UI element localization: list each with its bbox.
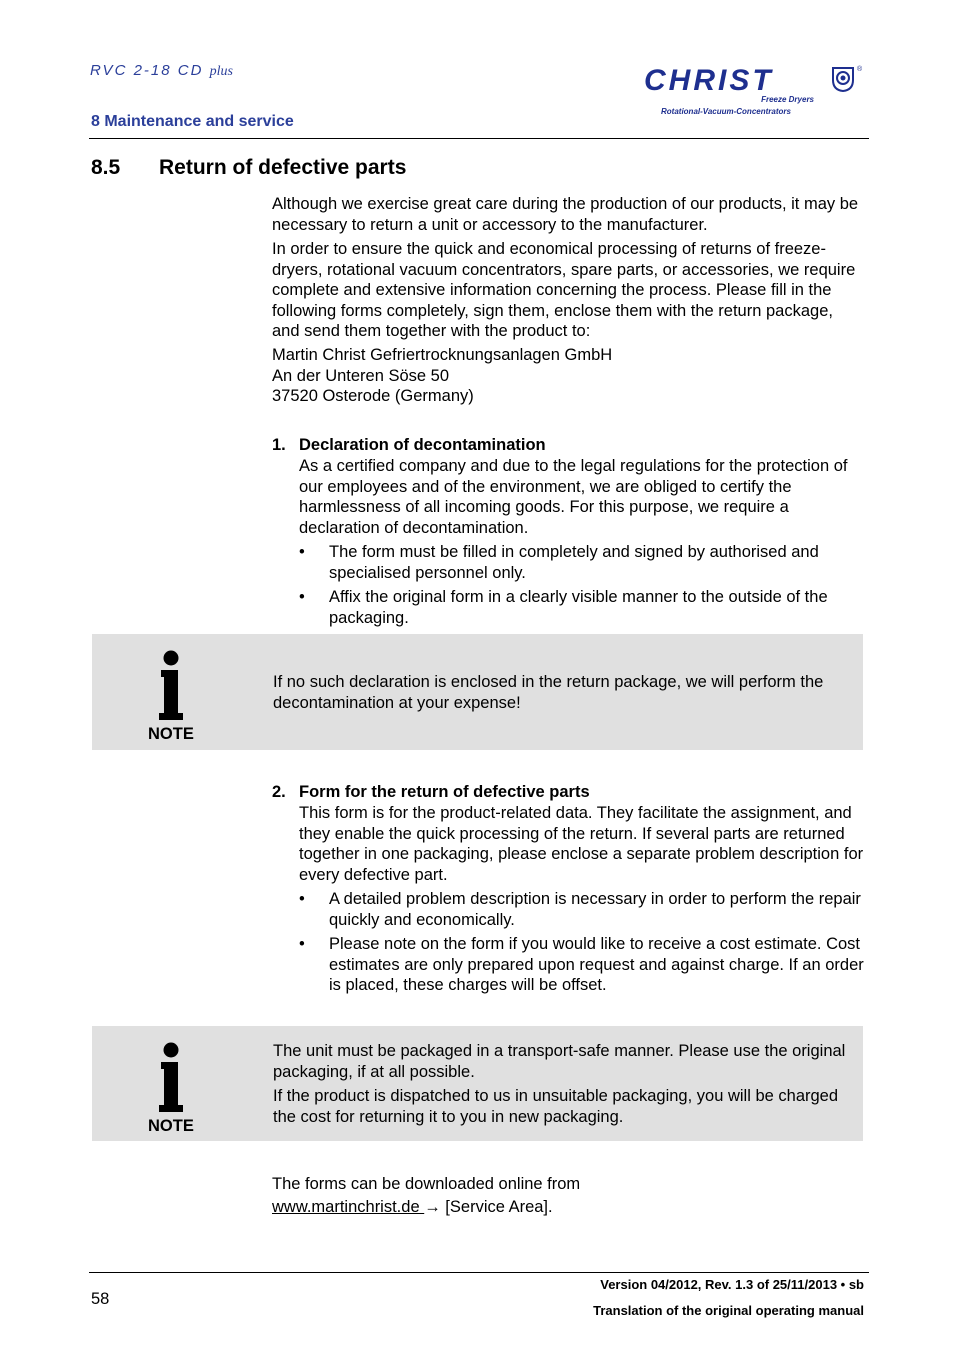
service-area-text: [Service Area]. [440, 1197, 553, 1216]
info-i-glyph [132, 1042, 210, 1114]
info-i-icon [132, 1042, 210, 1119]
download-info [272, 1174, 864, 1217]
list-item [299, 889, 864, 930]
note-label: NOTE [148, 725, 194, 743]
bullet-text: Affix the original form in a clearly visible manner to the outside of the packaging. [329, 588, 828, 627]
bullet-icon: • [299, 890, 305, 908]
list-item [299, 542, 864, 583]
address-line: 37520 Osterode (Germany) [272, 387, 474, 405]
section-number: 8.5 [91, 156, 121, 179]
christ-logo [640, 62, 868, 120]
model-text: RVC 2-18 CD [90, 62, 204, 79]
bullet-icon: • [299, 935, 305, 953]
download-line [272, 1197, 864, 1218]
list-item [299, 934, 864, 996]
christ-swirl-icon [830, 66, 856, 92]
bullet-icon: • [299, 543, 305, 561]
address-line: An der Unteren Söse 50 [272, 366, 450, 385]
arrow-right-icon: → [424, 1197, 441, 1216]
model-name [90, 62, 233, 80]
note-text [273, 1041, 853, 1127]
item-2-title: Form for the return of defective parts [299, 783, 590, 801]
logo-brand: CHRIST [644, 64, 774, 97]
model-suffix: plus [209, 64, 233, 79]
version-info: Version 04/2012, Rev. 1.3 of 25/11/2013 • sb [600, 1277, 864, 1292]
page-number: 58 [91, 1290, 110, 1308]
item-2-number: 2. [272, 783, 286, 801]
list-item [299, 587, 864, 628]
address-line: Martin Christ Gefriertrocknungsanlagen GmbH [272, 346, 613, 364]
note-box-2 [92, 1026, 863, 1141]
logo-line-1: Freeze Dryers [761, 95, 814, 104]
info-i-glyph [132, 650, 210, 722]
chapter-header: 8 Maintenance and service [91, 113, 294, 130]
bullet-text: Please note on the form if you would like to receive a cost estimate. Cost estimates are only prepared upon request and against charge. If an order is placed, these charges will be offset. [329, 935, 864, 994]
logo-line-2: Rotational-Vacuum-Concentrators [661, 107, 791, 116]
item-1-number: 1. [272, 436, 286, 454]
download-text: The forms can be downloaded online from [272, 1175, 581, 1193]
note-paragraph: If the product is dispatched to us in unsuitable packaging, you will be charged the cost for returning it to you in new packaging. [273, 1087, 839, 1126]
bullet-text: A detailed problem description is necessary in order to perform the repair quickly and economically. [329, 890, 861, 929]
item-2-heading [272, 782, 590, 803]
intro-paragraph-2: In order to ensure the quick and economical processing of returns of freeze-dryers, rotational vacuum concentrators, spare parts, or accessories, we require complete and extensive information concerning the process. Please fill in the following forms completely, sign them, enclose them with the return package, and send them together with the product to: [272, 240, 856, 340]
note-label: NOTE [148, 1117, 194, 1135]
footer-divider [89, 1272, 869, 1273]
item-1-body: As a certified company and due to the legal regulations for the protection of our employees and of the environment, we are obliged to certify the harmlessness of all incoming goods. For this purpose, we require a declaration of decontamination. [299, 457, 848, 537]
item-2-body: This form is for the product-related data. They facilitate the assignment, and they enable the quick processing of the return. If several parts are returned together in one packaging, please enclose a separate problem description for every defective part. [299, 804, 864, 884]
address-block [272, 345, 864, 407]
note-text: If no such declaration is enclosed in the return package, we will perform the decontamination at your expense! [273, 673, 824, 712]
bullet-icon: • [299, 588, 305, 606]
note-box-1 [92, 634, 863, 750]
registered-mark: ® [857, 66, 863, 73]
header-divider [89, 138, 869, 139]
translation-info: Translation of the original operating manual [593, 1303, 864, 1318]
item-1-heading [272, 435, 546, 456]
info-i-icon [132, 650, 210, 727]
note-paragraph: The unit must be packaged in a transport-safe manner. Please use the original packaging, if at all possible. [273, 1042, 846, 1081]
intro-paragraph-1: Although we exercise great care during the production of our products, it may be necessary to return a unit or accessory to the manufacturer. [272, 195, 859, 234]
website-link[interactable]: www.martinchrist.de [272, 1197, 425, 1216]
bullet-text: The form must be filled in completely and signed by authorised and specialised personnel only. [329, 543, 819, 582]
section-title: Return of defective parts [159, 156, 407, 179]
item-1-title: Declaration of decontamination [299, 436, 546, 454]
